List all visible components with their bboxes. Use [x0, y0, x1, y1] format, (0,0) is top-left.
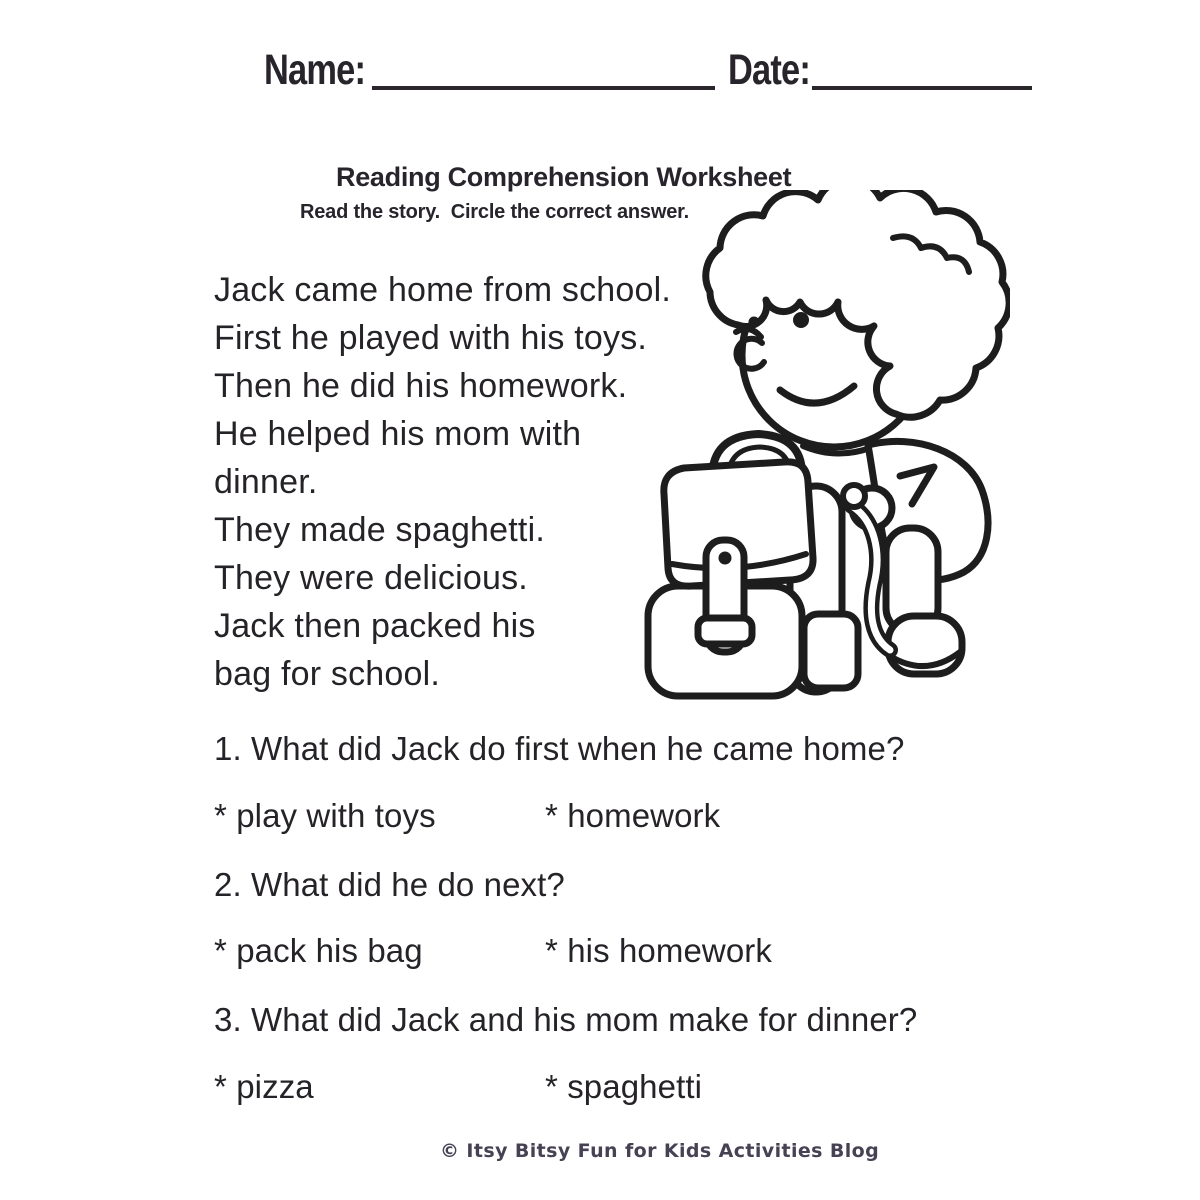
date-write-line[interactable] — [812, 86, 1032, 90]
story-line: They made spaghetti. — [214, 511, 545, 549]
story-line: bag for school. — [214, 655, 441, 693]
boy-right-eye — [793, 312, 809, 328]
question-1-option-1[interactable]: * play with toys — [214, 797, 436, 834]
story-line: Jack then packed his — [214, 607, 536, 645]
date-label: Date: — [728, 46, 811, 94]
question-1: 1. What did Jack do first when he came home? — [214, 730, 905, 767]
question-3-option-1[interactable]: * pizza — [214, 1068, 314, 1105]
story-line: He helped his mom with — [214, 415, 582, 453]
name-write-line[interactable] — [372, 86, 715, 90]
story-text — [214, 266, 671, 698]
instructions-text: Read the story. Circle the correct answer. — [300, 201, 689, 223]
story-line: dinner. — [214, 463, 318, 501]
backpack-pocket — [804, 614, 858, 688]
question-2-option-1[interactable]: * pack his bag — [214, 932, 423, 969]
story-line: They were delicious. — [214, 559, 528, 597]
question-2-option-2[interactable]: * his homework — [545, 932, 772, 969]
strap-loop — [843, 485, 865, 507]
boy-with-backpack-illustration — [638, 190, 1010, 738]
question-3-option-2[interactable]: * spaghetti — [545, 1068, 703, 1105]
boy-with-backpack-drawing — [638, 190, 1010, 738]
buckle-band — [698, 618, 752, 644]
boy-left-eye — [749, 317, 760, 328]
question-1-option-2[interactable]: * homework — [545, 797, 721, 834]
story-line: Jack came home from school. — [214, 271, 672, 309]
question-3: 3. What did Jack and his mom make for dinner? — [214, 1001, 918, 1038]
name-label: Name: — [264, 46, 366, 94]
footer-credit: © Itsy Bitsy Fun for Kids Activities Blog — [440, 1140, 880, 1162]
buckle-rivet — [719, 552, 732, 565]
question-2: 2. What did he do next? — [214, 866, 565, 903]
story-line: Then he did his homework. — [214, 367, 628, 405]
story-line: First he played with his toys. — [214, 319, 648, 357]
page-title: Reading Comprehension Worksheet — [336, 162, 792, 192]
